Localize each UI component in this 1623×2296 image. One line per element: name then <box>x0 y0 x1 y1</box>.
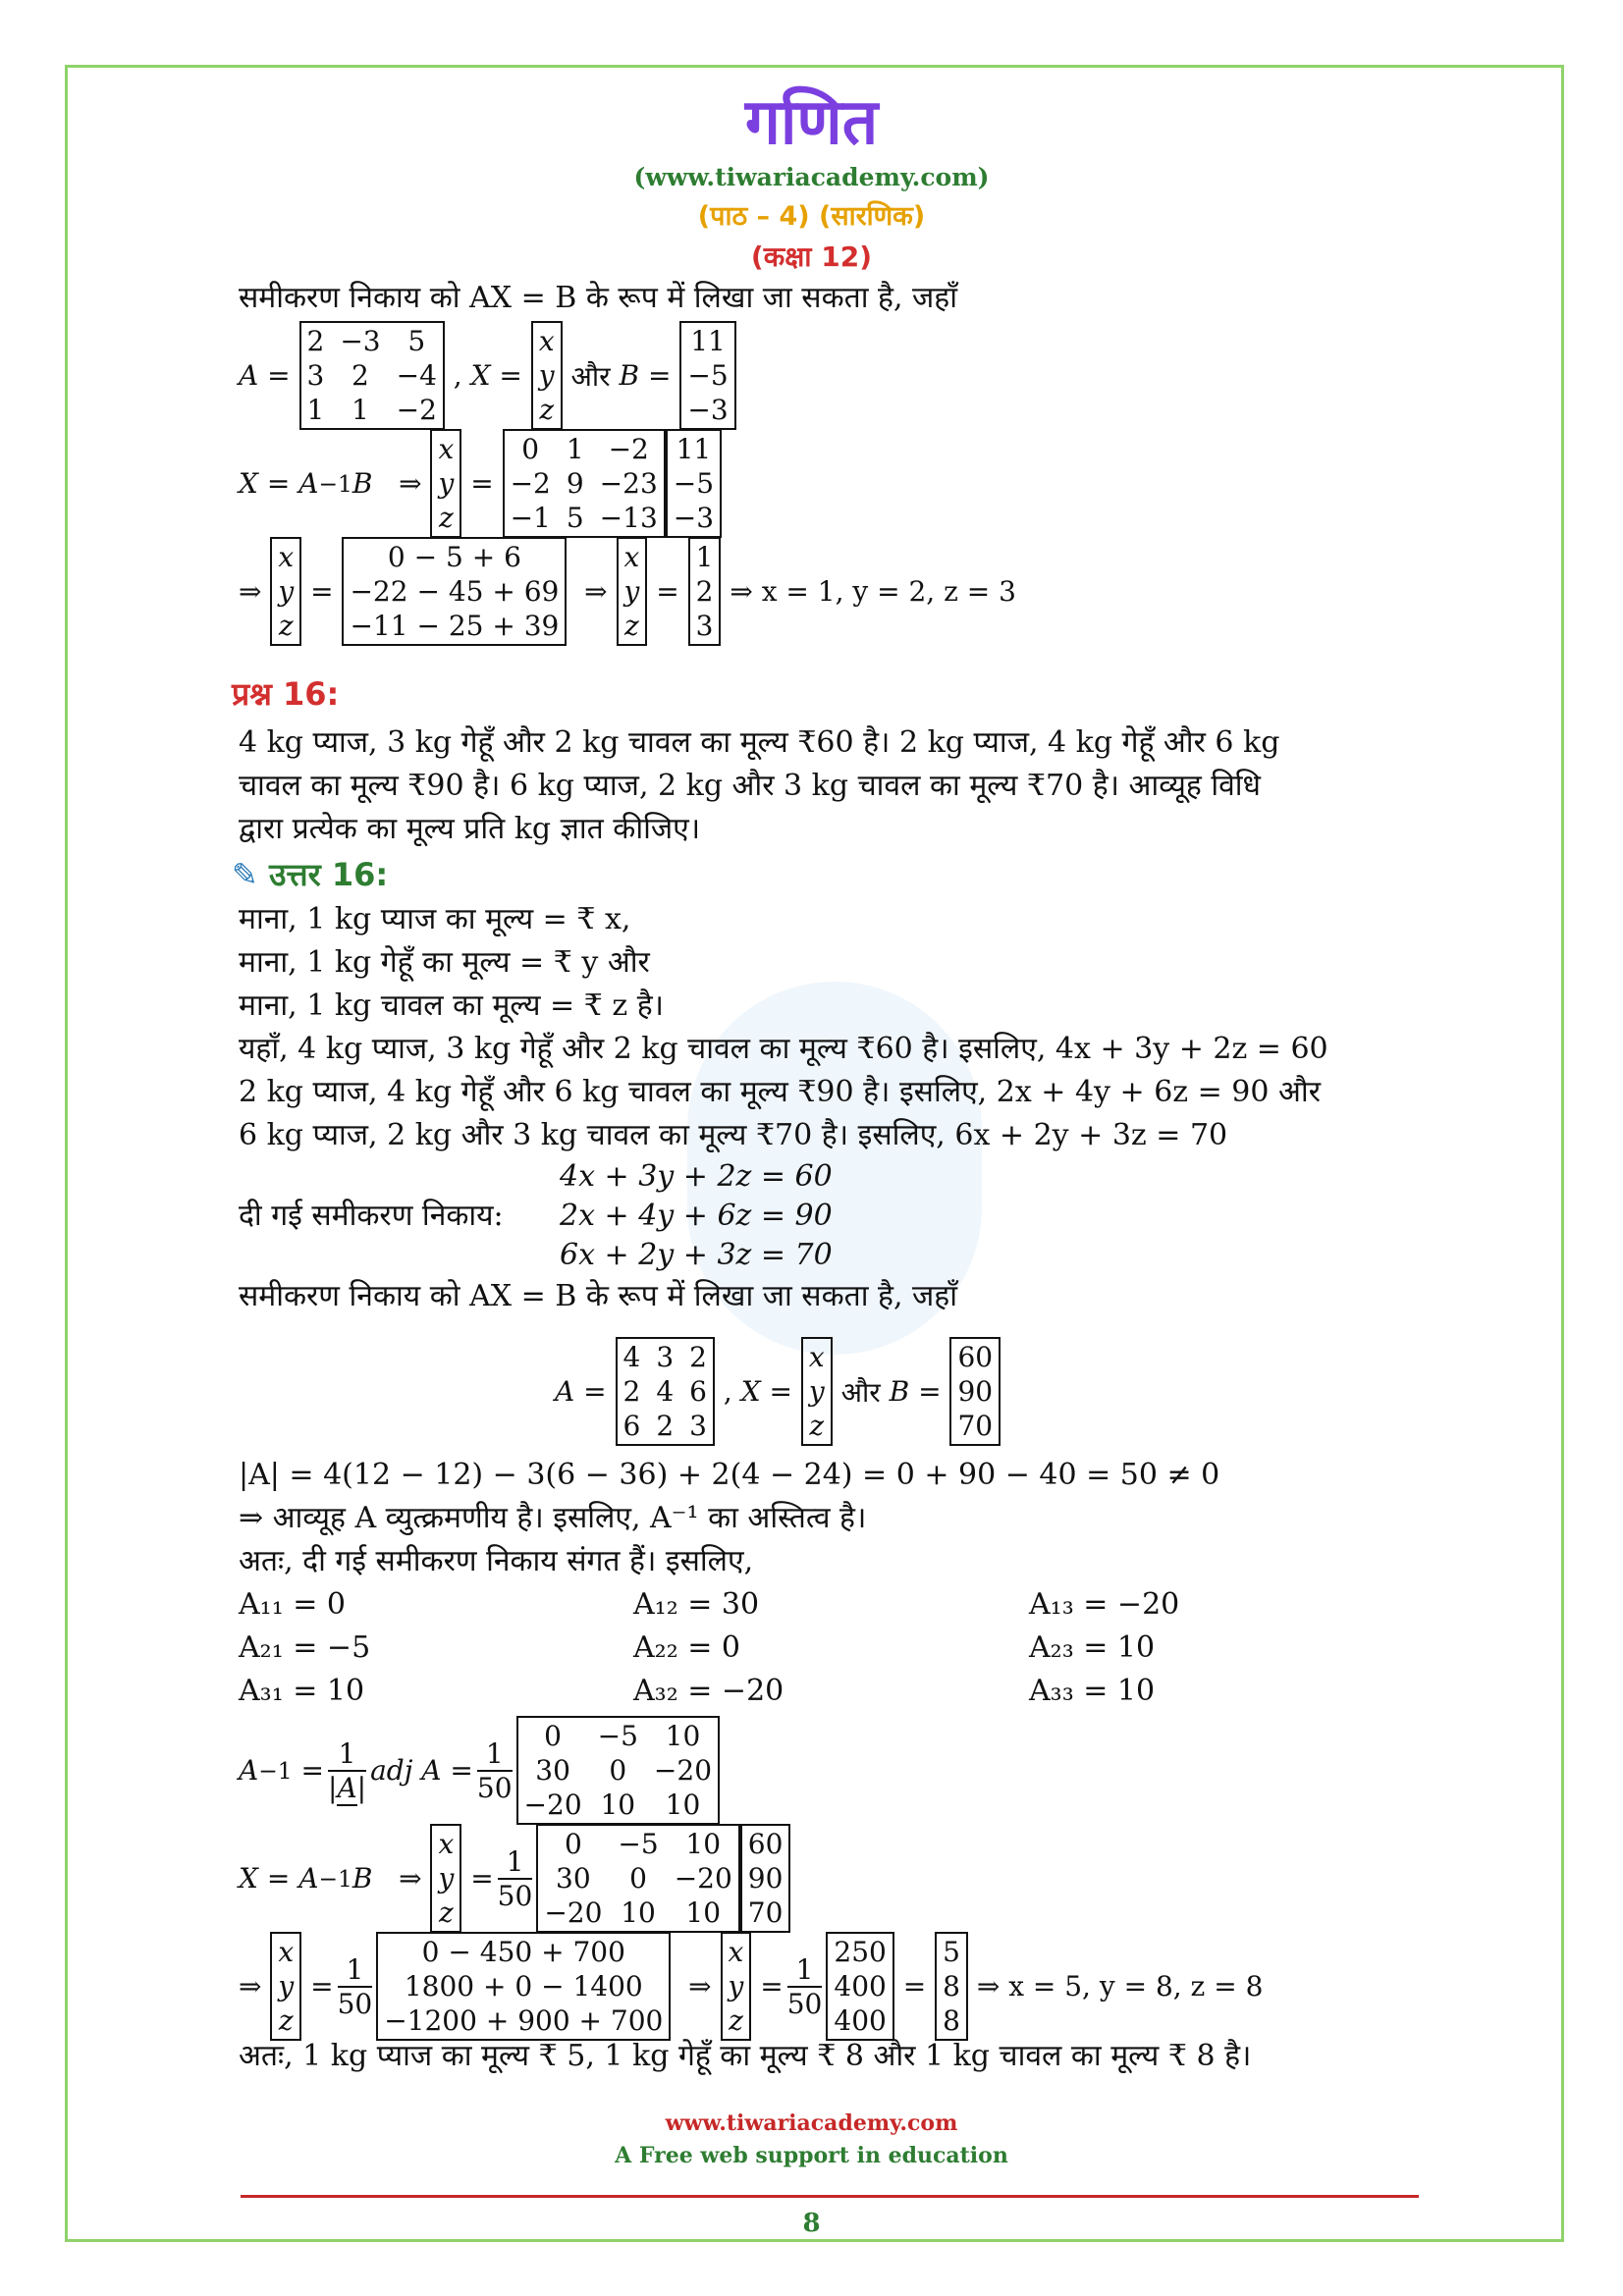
question-line: चावल का मूल्य ₹90 है। 6 kg प्याज, 2 kg और 3 kg चावल का मूल्य ₹70 है। आव्यूह विधि <box>239 769 1261 803</box>
matrix-equation-2: X = A −1 B ⇒ x y z = 0 1 −2 −2 9 −23 −1 5 −13 11 −5 −3 <box>239 429 722 538</box>
page-title: गणित <box>744 86 879 159</box>
footer-tagline: A Free web support in education <box>615 2143 1008 2168</box>
cofactor: A₂₃ = 10 <box>1029 1630 1156 1665</box>
chapter-label: (पाठ – 4) (सारणिक) <box>697 201 926 232</box>
intro-line: समीकरण निकाय को AX = B के रूप में लिखा जा सकता है, जहाँ <box>239 281 958 315</box>
page-number: 8 <box>802 2209 821 2238</box>
footer-website[interactable]: www.tiwariacademy.com <box>665 2110 958 2136</box>
cofactor: A₃₂ = −20 <box>633 1674 784 1708</box>
system-eq-3: 6x + 2y + 3z = 70 <box>560 1238 833 1272</box>
solution-1: ⇒ x = 1, y = 2, z = 3 <box>730 575 1016 608</box>
cofactor: A₂₂ = 0 <box>633 1630 741 1665</box>
solution-2: ⇒ x = 5, y = 8, z = 8 <box>976 1970 1264 2002</box>
answer-line: यहाँ, 4 kg प्याज, 3 kg गेहूँ और 2 kg चावल का मूल्य ₹60 है। इसलिए, 4x + 3y + 2z = 60 <box>239 1032 1328 1066</box>
answer-line: 6 kg प्याज, 2 kg और 3 kg चावल का मूल्य ₹70 है। इसलिए, 6x + 2y + 3z = 70 <box>239 1118 1228 1152</box>
cofactor: A₁₂ = 30 <box>633 1587 760 1622</box>
question-line: द्वारा प्रत्येक का मूल्य प्रति kg ज्ञात कीजिए। <box>239 812 701 846</box>
question-label: प्रश्न 16: <box>232 675 340 713</box>
header-website: (www.tiwariacademy.com) <box>633 163 990 191</box>
cofactor: A₁₃ = −20 <box>1029 1587 1180 1622</box>
quill-icon: ✎ <box>232 856 258 893</box>
invertible-line: ⇒ आव्यूह A व्युत्क्रमणीय है। इसलिए, A⁻¹ का अस्तित्व है। <box>239 1501 867 1535</box>
inverse-matrix: A −1 = 1 |A| adj A = 1 50 0 −5 10 30 0 −20 −20 10 10 <box>239 1716 720 1825</box>
cofactor: A₂₁ = −5 <box>239 1630 371 1665</box>
system-eq-1: 4x + 3y + 2z = 60 <box>560 1159 833 1194</box>
answer-line: माना, 1 kg चावल का मूल्य = ₹ z है। <box>239 988 664 1023</box>
cofactor: A₃₃ = 10 <box>1029 1674 1156 1708</box>
answer-line: माना, 1 kg प्याज का मूल्य = ₹ x, <box>239 902 631 936</box>
system-label: दी गई समीकरण निकाय: <box>239 1199 504 1233</box>
class-label: (कक्षा 12) <box>750 240 873 273</box>
determinant-line: |A| = 4(12 − 12) − 3(6 − 36) + 2(4 − 24) = 0 + 90 − 40 = 50 ≠ 0 <box>239 1458 1220 1492</box>
footer-divider <box>241 2195 1419 2198</box>
matrix-equation-6: ⇒ x y z = 1 50 0 − 450 + 700 1800 + 0 − 1400 −1200 + 900 + 700 ⇒ x y z = 1 50 250 400 400 = 5 8 8 ⇒ x = 5, y = 8, z = 8 <box>239 1932 1263 2041</box>
question-line: 4 kg प्याज, 3 kg गेहूँ और 2 kg चावल का मूल्य ₹60 है। 2 kg प्याज, 4 kg गेहूँ और 6 kg <box>239 725 1280 760</box>
matrix-equation-5: X = A −1 B ⇒ x y z = 1 50 0 −5 10 30 0 −20 −20 10 10 60 90 70 <box>239 1824 790 1933</box>
matrix-equation-3: ⇒ x y z = 0 − 5 + 6 −22 − 45 + 69 −11 − 25 + 39 ⇒ x y z = 1 2 3 ⇒ x = 1, y = 2, z = 3 <box>239 537 1016 646</box>
system-eq-2: 2x + 4y + 6z = 90 <box>560 1199 833 1233</box>
conclusion-line: अतः, 1 kg प्याज का मूल्य ₹ 5, 1 kg गेहूँ का मूल्य ₹ 8 और 1 kg चावल का मूल्य ₹ 8 है। <box>239 2039 1252 2073</box>
matrix-equation-4: A = 4 3 2 2 4 6 6 2 3 , X = x y z और B = 60 90 70 <box>555 1337 1001 1446</box>
cofactor: A₃₁ = 10 <box>239 1674 365 1708</box>
matrix-equation-1: A = 2 −3 5 3 2 −4 1 1 −2 , X = x y z और B = 11 −5 −3 <box>239 321 736 430</box>
intro-line-2: समीकरण निकाय को AX = B के रूप में लिखा जा सकता है, जहाँ <box>239 1279 958 1313</box>
consistent-line: अतः, दी गई समीकरण निकाय संगत हैं। इसलिए, <box>239 1544 754 1578</box>
answer-line: माना, 1 kg गेहूँ का मूल्य = ₹ y और <box>239 945 650 980</box>
answer-label: ✎ उत्तर 16: <box>232 856 389 893</box>
cofactor: A₁₁ = 0 <box>239 1587 347 1622</box>
answer-line: 2 kg प्याज, 4 kg गेहूँ और 6 kg चावल का मूल्य ₹90 है। इसलिए, 2x + 4y + 6z = 90 और <box>239 1075 1321 1109</box>
